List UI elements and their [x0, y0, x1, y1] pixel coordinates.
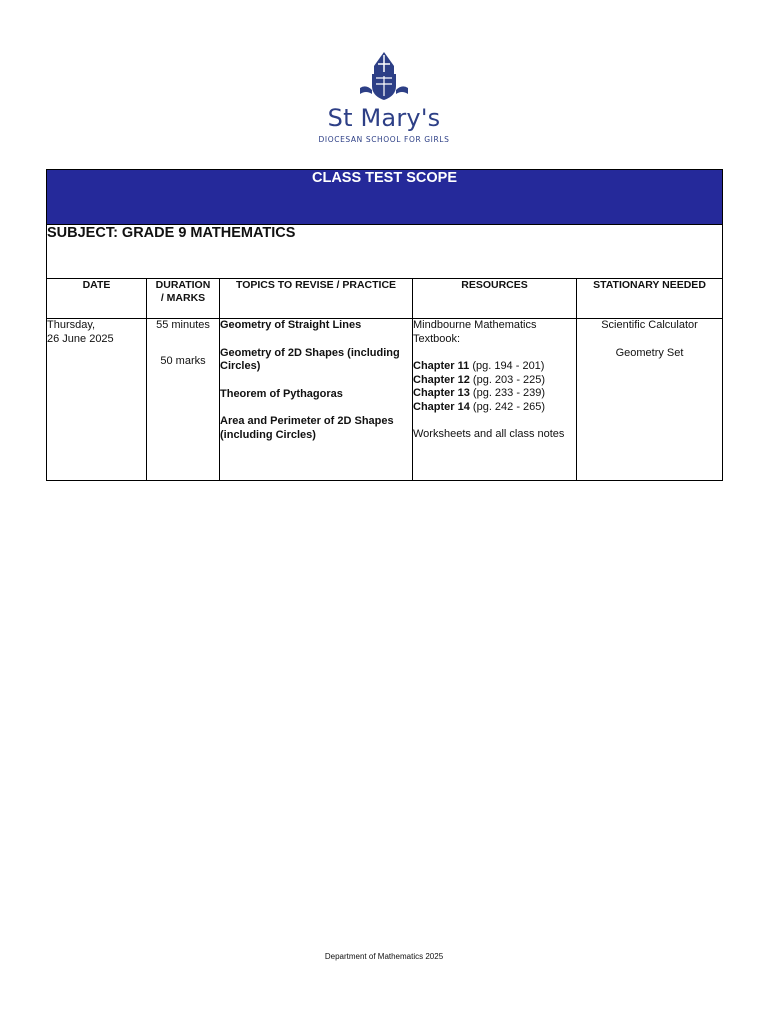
- page-footer: Department of Mathematics 2025: [324, 952, 444, 961]
- school-crest-icon: [356, 50, 412, 102]
- topic-item: Geometry of 2D Shapes (including Circles): [220, 346, 400, 372]
- header-duration: [147, 279, 220, 319]
- chapter-item: Chapter 14 (pg. 242 - 265): [413, 400, 546, 413]
- topic-item: Area and Perimeter of 2D Shapes (including Circles): [220, 415, 394, 441]
- test-scope-table: [46, 169, 723, 481]
- school-name: St Mary's: [327, 104, 441, 132]
- table-row: [47, 319, 723, 481]
- header-row: [47, 279, 723, 319]
- school-logo: [300, 50, 468, 150]
- topic-item: Theorem of Pythagoras: [220, 387, 343, 400]
- chapter-item: Chapter 12 (pg. 203 - 225): [413, 373, 546, 386]
- header-stationary: STATIONARY NEEDED: [577, 279, 723, 319]
- subject-label: SUBJECT: GRADE 9 MATHEMATICS: [47, 225, 723, 279]
- resources-intro: Mindbourne Mathematics Textbook:: [413, 319, 537, 345]
- header-date: DATE: [47, 279, 147, 319]
- topics-cell: [220, 319, 413, 481]
- duration-value: 55 minutes: [156, 319, 210, 331]
- marks-value: 50 marks: [160, 354, 206, 367]
- duration-cell: [147, 319, 220, 481]
- table-title: CLASS TEST SCOPE: [47, 170, 723, 225]
- stationary-item: Scientific Calculator: [601, 319, 698, 331]
- stationary-cell: [577, 319, 723, 481]
- title-row: [47, 170, 723, 225]
- stationary-item: Geometry Set: [615, 346, 684, 359]
- date-cell: [47, 319, 147, 481]
- school-subtitle: DIOCESAN SCHOOL FOR GIRLS: [318, 135, 450, 144]
- topic-item: Geometry of Straight Lines: [220, 319, 362, 331]
- date-day: Thursday,: [47, 319, 96, 331]
- header-topics: TOPICS TO REVISE / PRACTICE: [220, 279, 413, 319]
- chapter-item: Chapter 11 (pg. 194 - 201): [413, 360, 545, 372]
- header-duration-line1: DURATION: [155, 279, 211, 291]
- chapter-item: Chapter 13 (pg. 233 - 239): [413, 387, 546, 399]
- resources-other: Worksheets and all class notes: [413, 428, 565, 440]
- subject-row: [47, 225, 723, 279]
- header-duration-line2: / MARKS: [160, 292, 206, 304]
- header-resources: RESOURCES: [413, 279, 577, 319]
- resources-cell: [413, 319, 577, 481]
- date-value: 26 June 2025: [47, 332, 114, 345]
